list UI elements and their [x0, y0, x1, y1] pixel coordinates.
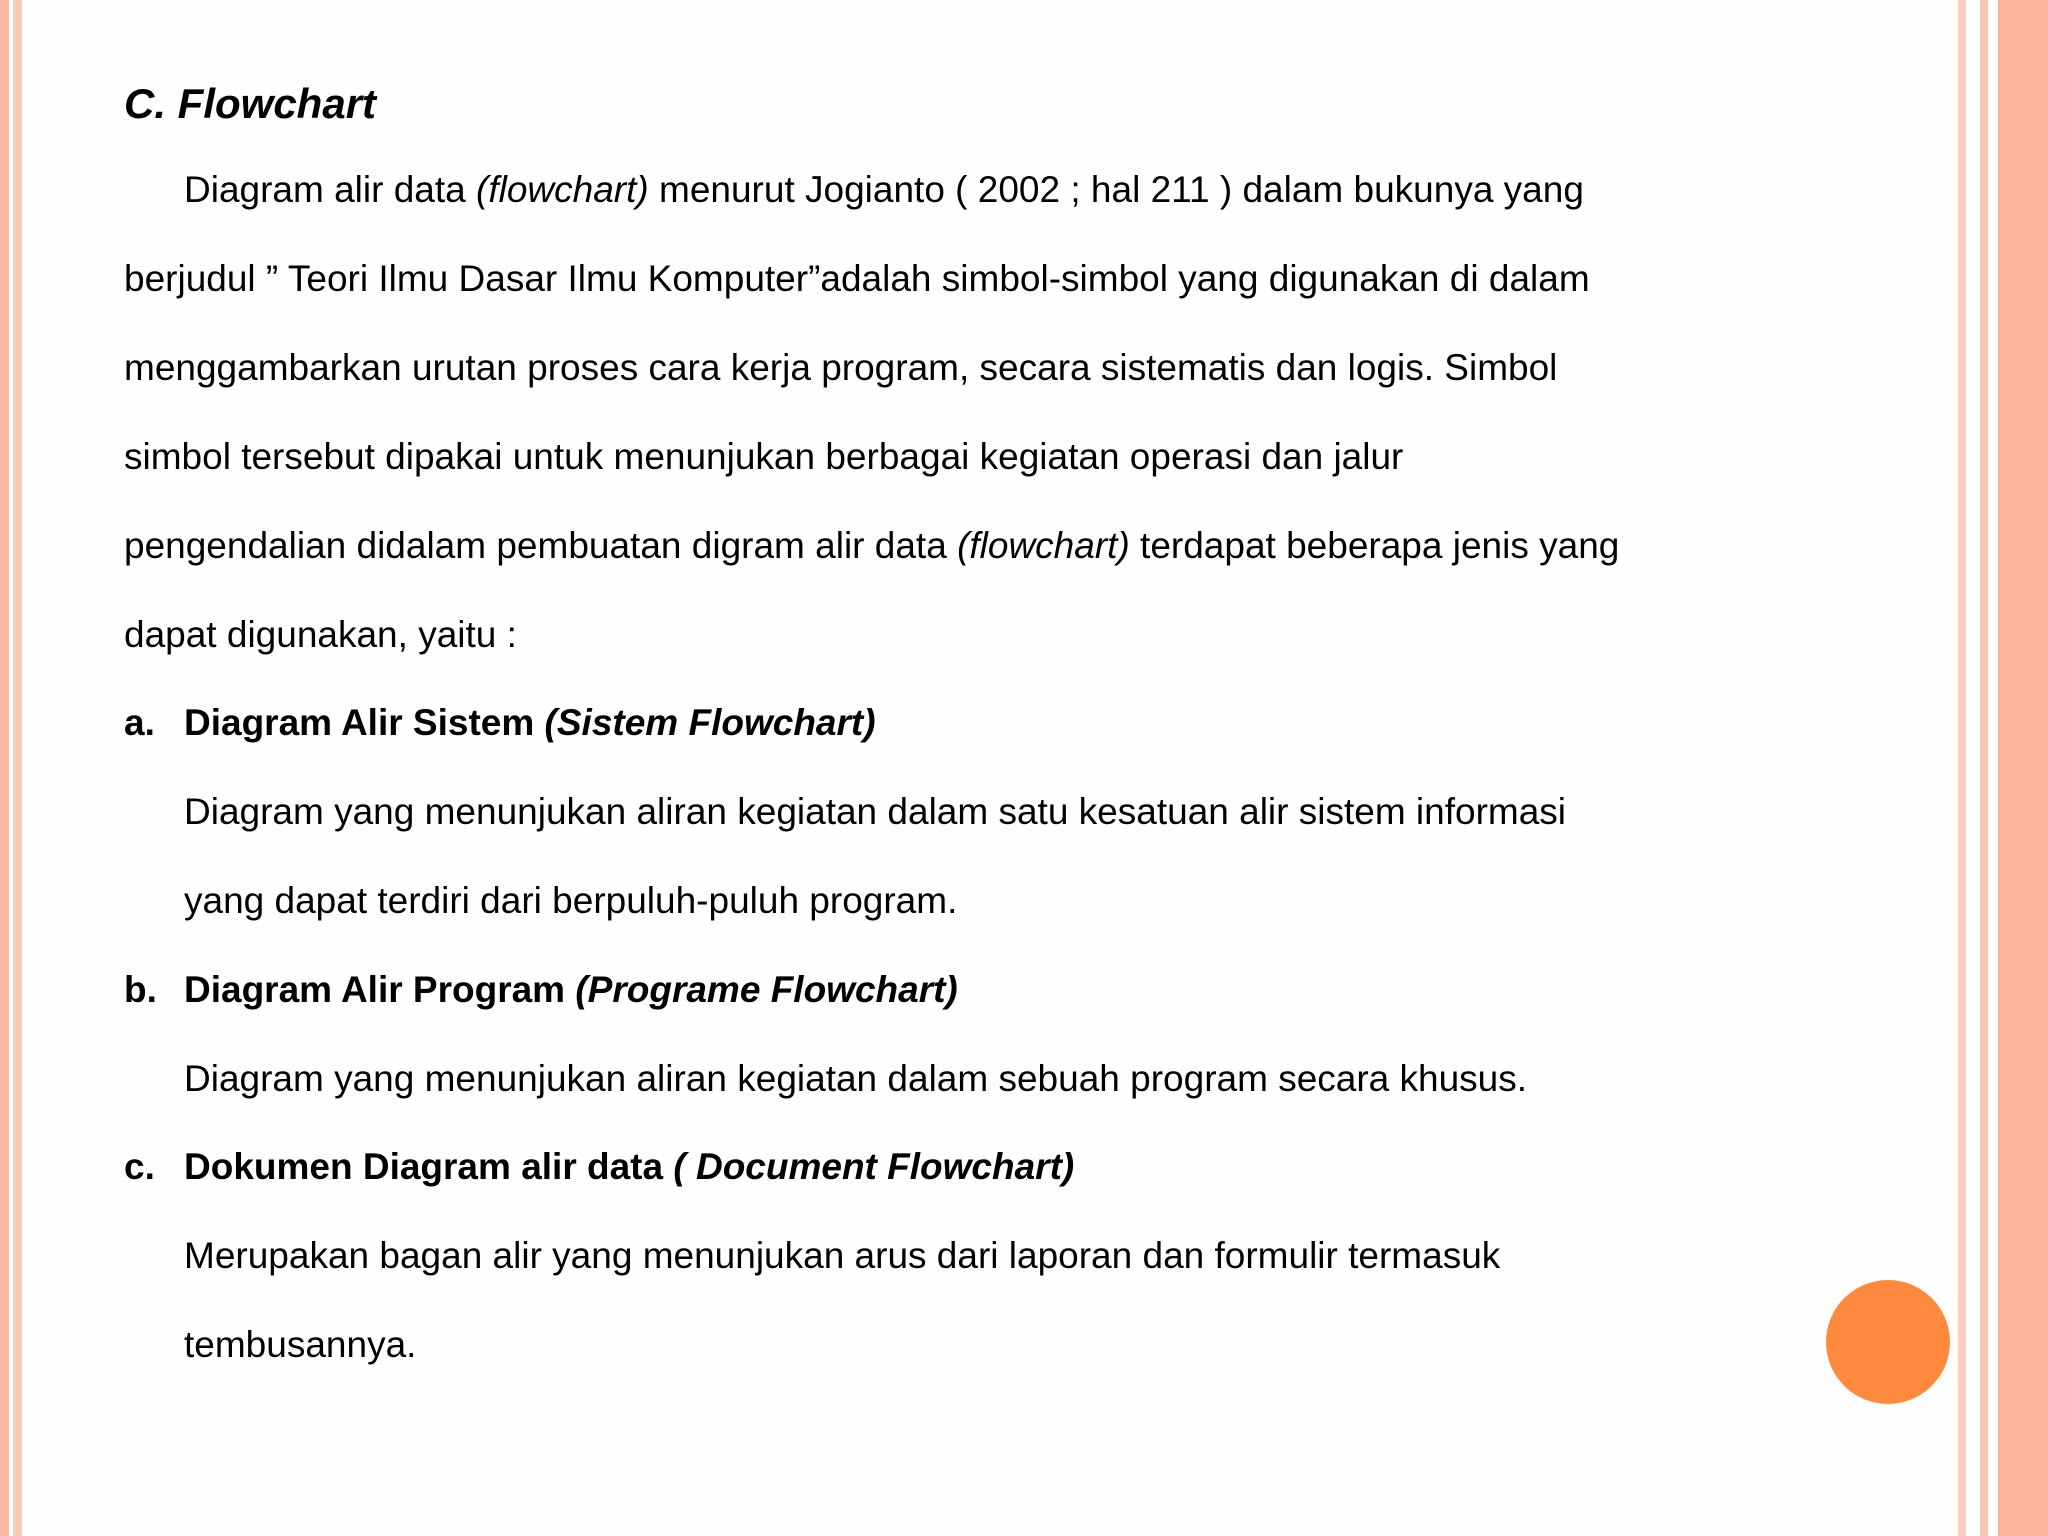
item-description-line: Merupakan bagan alir yang menunjukan arus dari laporan dan formulir termasuk: [184, 1235, 1501, 1276]
item-title-text: Diagram Alir Program: [184, 969, 576, 1010]
item-title-italic: (Programe Flowchart): [575, 969, 958, 1010]
item-title-italic: (Sistem Flowchart): [544, 702, 876, 743]
intro-italic-term: (flowchart): [957, 525, 1130, 566]
intro-line-2: berjudul ” Teori Ilmu Dasar Ilmu Komputer”adalah simbol-simbol yang digunakan di dalam: [124, 258, 1590, 299]
item-description-line: tembusannya.: [184, 1324, 417, 1365]
list-item-letter: c.: [124, 1146, 155, 1187]
item-title-text: Diagram Alir Sistem: [184, 702, 545, 743]
slide-title: C. Flowchart: [124, 80, 377, 127]
item-description-line: Diagram yang menunjukan aliran kegiatan dalam sebuah program secara khusus.: [184, 1058, 1528, 1099]
list-item-title: [184, 966, 958, 1014]
list-item-letter: a.: [124, 702, 155, 743]
intro-italic-term: (flowchart): [476, 169, 649, 210]
intro-text: terdapat beberapa jenis yang: [1129, 525, 1620, 566]
intro-text: Diagram alir data: [184, 169, 477, 210]
intro-line-1: [184, 166, 1584, 214]
list-item-title: [184, 1143, 1074, 1191]
intro-line-4: simbol tersebut dipakai untuk menunjukan berbagai kegiatan operasi dan jalur: [124, 436, 1404, 477]
intro-text: pengendalian didalam pembuatan digram alir data: [124, 525, 958, 566]
right-decorative-border: [1958, 0, 2048, 1536]
intro-line-3: menggambarkan urutan proses cara kerja program, secara sistematis dan logis. Simbol: [124, 347, 1558, 388]
list-item-letter: b.: [124, 969, 157, 1010]
intro-line-5: [124, 522, 1619, 570]
list-item-title: [184, 699, 876, 747]
item-description-line: yang dapat terdiri dari berpuluh-puluh program.: [184, 880, 958, 921]
orange-circle-decoration: [1826, 1280, 1950, 1404]
item-title-italic: ( Document Flowchart): [673, 1146, 1075, 1187]
left-decorative-border: [0, 0, 22, 1536]
intro-line-6: dapat digunakan, yaitu :: [124, 614, 517, 655]
item-title-text: Dokumen Diagram alir data: [184, 1146, 674, 1187]
item-description-line: Diagram yang menunjukan aliran kegiatan dalam satu kesatuan alir sistem informasi: [184, 791, 1567, 832]
intro-text: menurut Jogianto ( 2002 ; hal 211 ) dalam bukunya yang: [648, 169, 1584, 210]
